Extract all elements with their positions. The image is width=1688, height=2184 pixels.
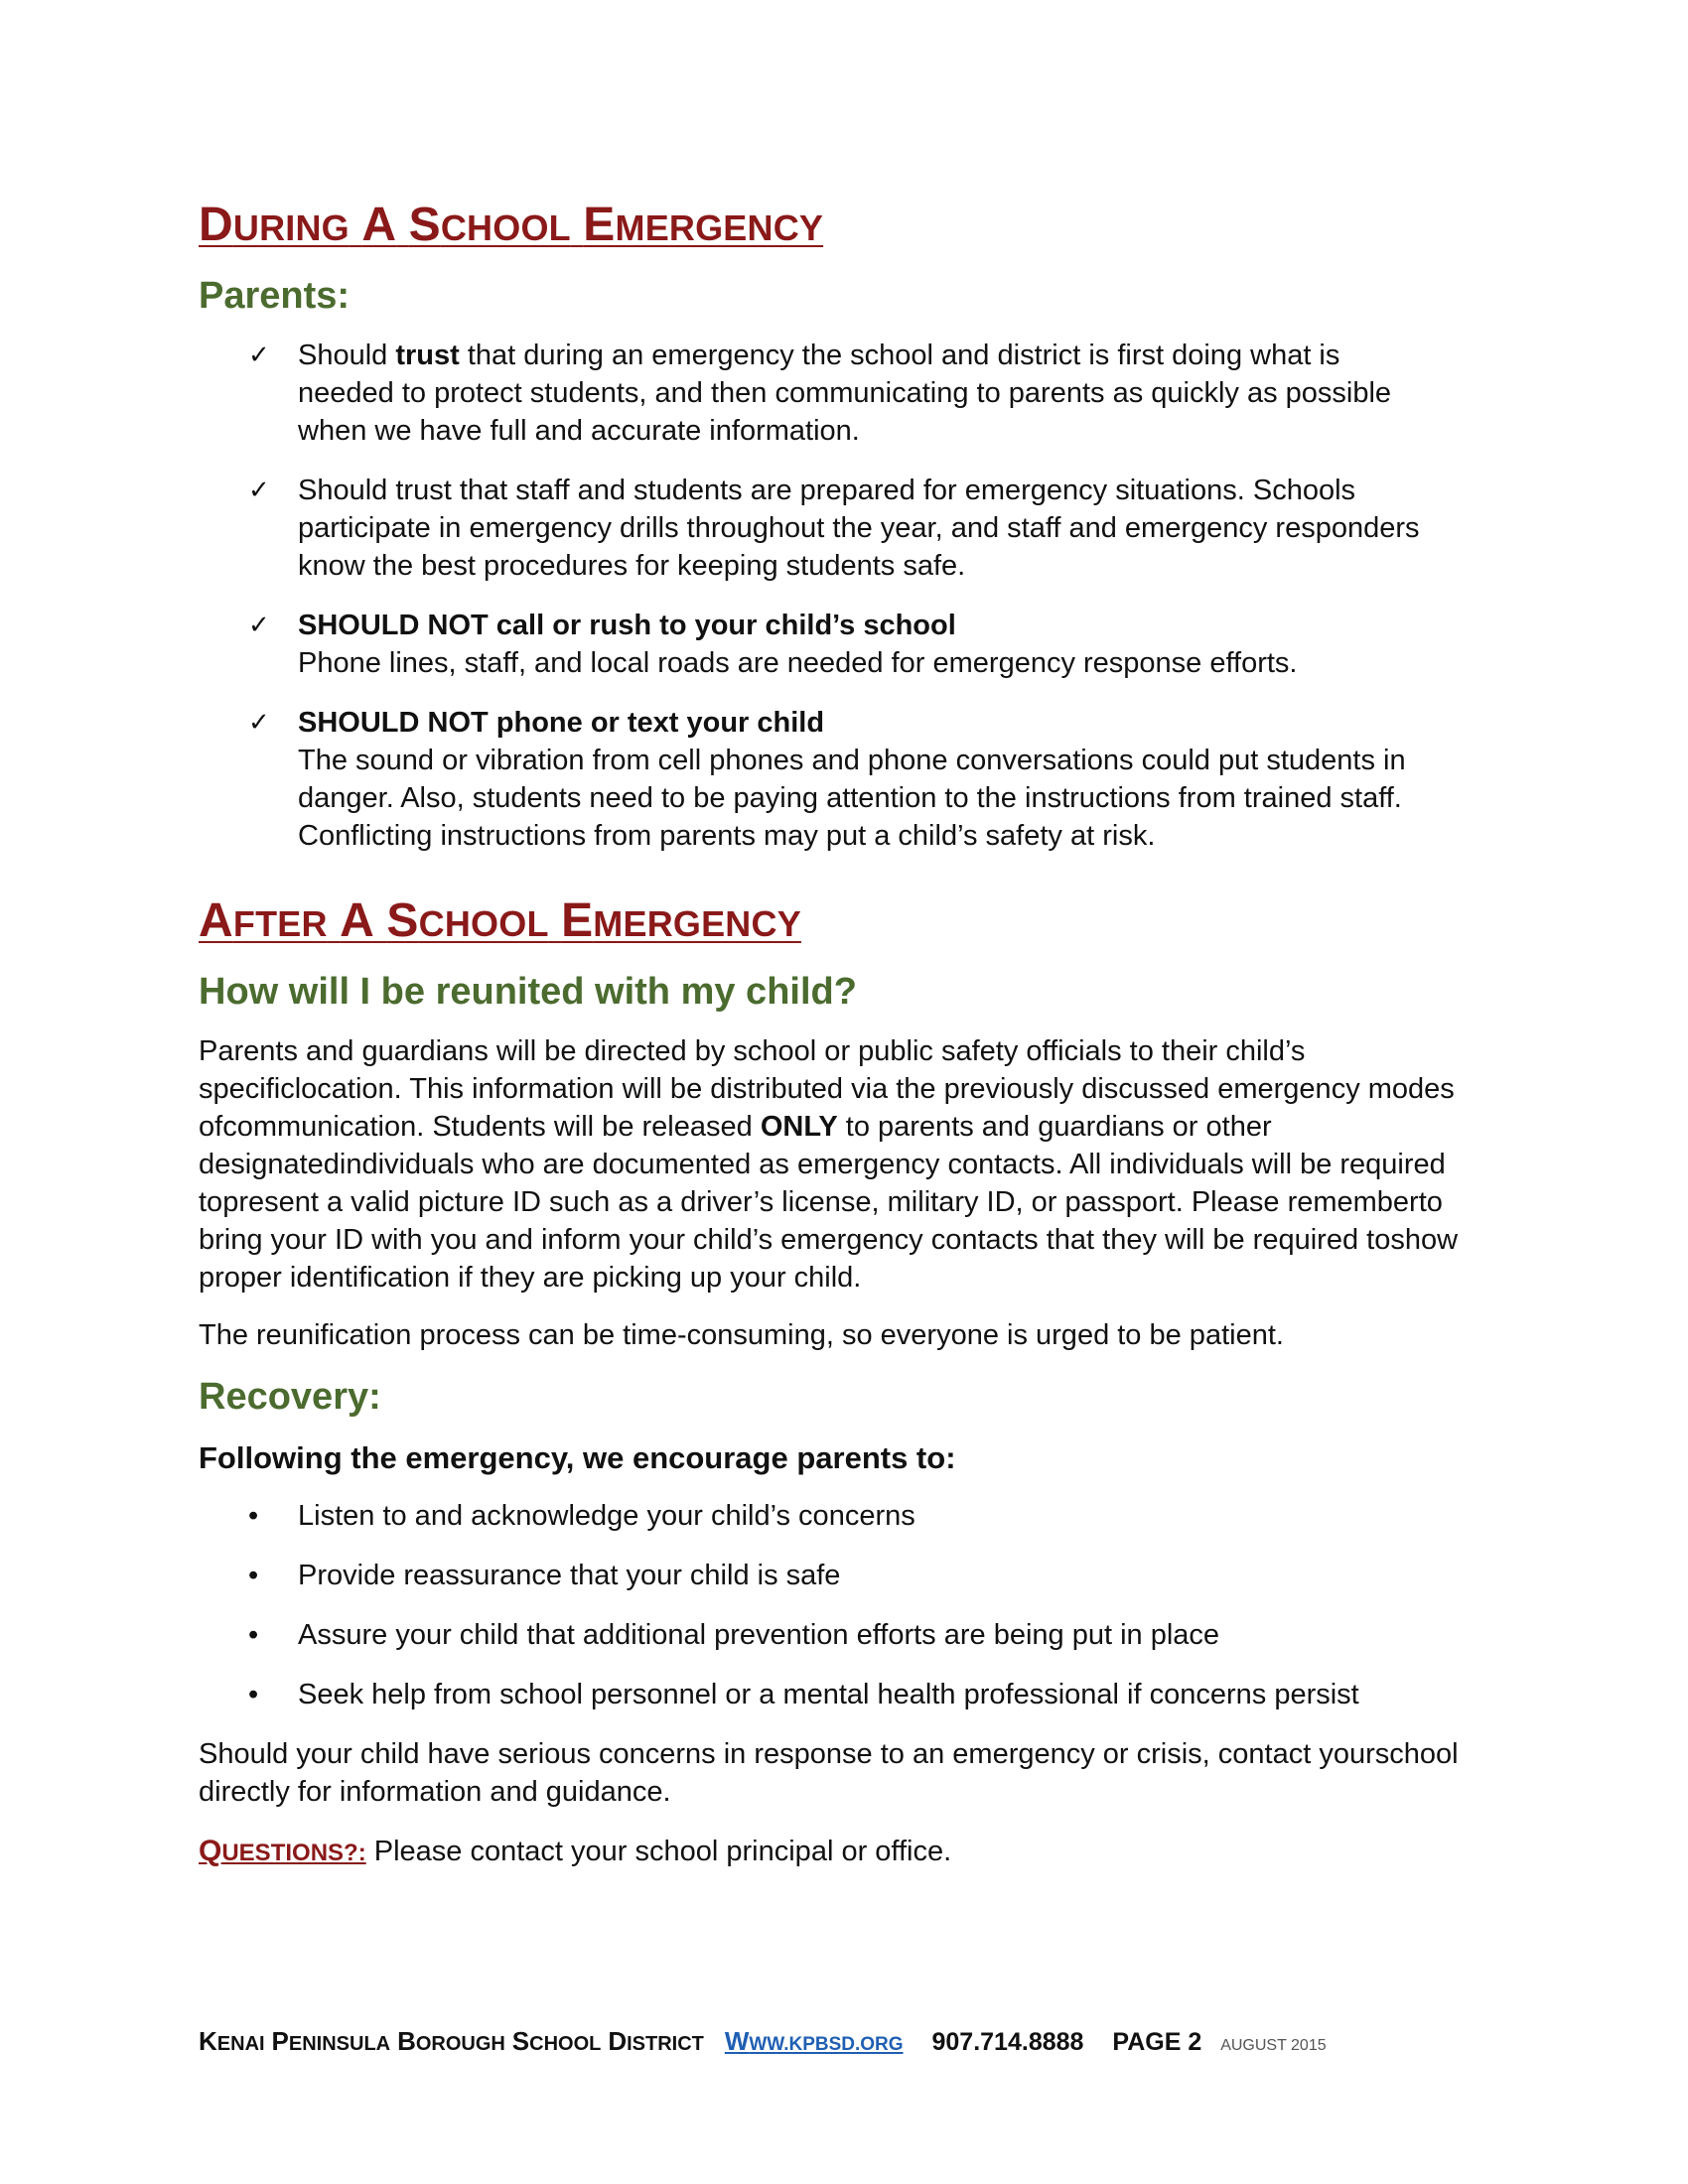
footer-district: KENAI PENINSULA BOROUGH SCHOOL DISTRICT	[199, 2026, 704, 2056]
bullet-icon: •	[248, 1500, 259, 1532]
text-line: SHOULD NOT phone or text your child	[298, 707, 825, 739]
footer-website-link[interactable]: WWW.KPBSD.ORG	[724, 2026, 904, 2056]
text-line: Conflicting instructions from parents may put a child’s safety at risk.	[298, 820, 1156, 852]
text-line: individuals who are documented as emergency contacts. All individuals will be required to	[199, 1149, 1446, 1218]
text-line: Should your child have serious concerns in response to an emergency or crisis, contact your	[199, 1738, 1375, 1770]
questions-label: QUESTIONS?:	[199, 1835, 366, 1867]
checklist-item	[199, 704, 1499, 855]
bullet-icon: •	[248, 1560, 259, 1591]
recovery-item	[199, 1497, 1499, 1535]
recovery-item-text: Assure your child that additional prevention efforts are being put in place	[298, 1619, 1220, 1651]
page-footer	[199, 2025, 1509, 2062]
patience-paragraph: The reunification process can be time-consuming, so everyone is urged to be patient.	[199, 1319, 1284, 1351]
bullet-icon: •	[248, 1679, 259, 1710]
recovery-subtitle: Recovery:	[199, 1376, 381, 1418]
parents-subtitle: Parents:	[199, 275, 351, 317]
text-line: present a valid picture ID such as a driver’s license, military ID, or passport. Please remember	[222, 1186, 1419, 1218]
check-mark-icon: ✓	[248, 476, 270, 505]
recovery-item	[199, 1557, 1499, 1594]
checklist-item	[199, 337, 1499, 450]
section-title-after: AFTER A SCHOOL EMERGENCY	[199, 894, 801, 947]
text-line: Should trust that during an emergency the school and district is first doing what is	[298, 340, 1340, 371]
bullet-icon: •	[248, 1619, 259, 1651]
checklist-item	[199, 472, 1499, 585]
text-line: danger. Also, students need to be paying attention to the instructions from trained staff.	[298, 782, 1402, 814]
section-title-during: DURING A SCHOOL EMERGENCY	[199, 199, 824, 251]
text-line: The sound or vibration from cell phones and phone conversations could put students in	[298, 745, 1406, 776]
text-line: participate in emergency drills throughout the year, and staff and emergency responders	[298, 512, 1420, 544]
text-line: know the best procedures for keeping students safe.	[298, 550, 966, 582]
footer-page-number: PAGE 2	[1112, 2028, 1202, 2056]
recovery-item-text: Provide reassurance that your child is safe	[298, 1560, 841, 1591]
check-mark-icon: ✓	[248, 341, 270, 370]
questions-line	[199, 1833, 1499, 1872]
text-line: when we have full and accurate information.	[298, 415, 860, 447]
text-line: show proper identification if they are picking up your child.	[199, 1224, 1459, 1294]
recovery-item	[199, 1616, 1499, 1654]
reunification-paragraph	[199, 1032, 1499, 1297]
text-line: communication. Students will be released ONLY to parents and guardians or other designated	[199, 1111, 1272, 1180]
text-line: needed to protect students, and then communicating to parents as quickly as possible	[298, 377, 1392, 409]
page-content	[199, 199, 1499, 1872]
recovery-item	[199, 1676, 1499, 1713]
text-line: SHOULD NOT call or rush to your child’s school	[298, 610, 956, 641]
footer-phone: 907.714.8888	[931, 2028, 1084, 2056]
recovery-lead: Following the emergency, we encourage parents to:	[199, 1440, 956, 1475]
check-mark-icon: ✓	[248, 611, 270, 640]
text-line: Parents and guardians will be directed by school or public safety officials to their child’s specific	[199, 1035, 1306, 1105]
closing-paragraph	[199, 1735, 1499, 1811]
questions-text: Please contact your school principal or office.	[365, 1836, 952, 1867]
text-line: to bring your ID with you and inform your child’s emergency contacts that they will be required to	[199, 1186, 1443, 1256]
recovery-list	[199, 1497, 1499, 1713]
parents-checklist	[199, 337, 1499, 855]
checklist-item	[199, 607, 1499, 682]
text-line: location. This information will be distributed via the previously discussed emergency modes of	[199, 1073, 1455, 1143]
footer-date: AUGUST 2015	[1220, 2037, 1327, 2054]
recovery-item-text: Listen to and acknowledge your child’s concerns	[298, 1500, 915, 1532]
text-line: Should trust that staff and students are prepared for emergency situations. Schools	[298, 475, 1356, 506]
check-mark-icon: ✓	[248, 708, 270, 738]
text-line: school directly for information and guidance.	[199, 1738, 1459, 1808]
recovery-item-text: Seek help from school personnel or a mental health professional if concerns persist	[298, 1679, 1359, 1710]
text-line: Phone lines, staff, and local roads are needed for emergency response efforts.	[298, 647, 1298, 679]
reunite-subtitle: How will I be reunited with my child?	[199, 971, 857, 1013]
